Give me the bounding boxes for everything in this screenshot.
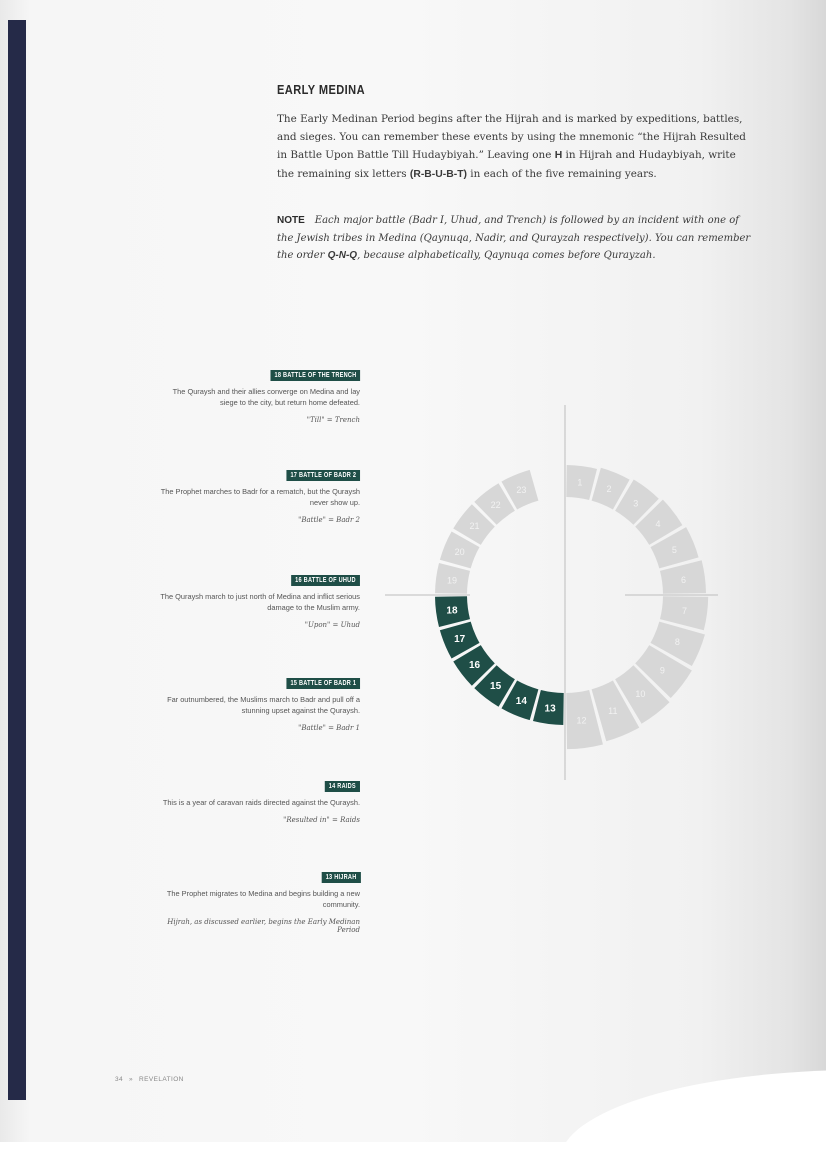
wheel-segment-label: 23 (516, 485, 527, 496)
wheel-segment-label: 3 (633, 498, 639, 509)
note-text-part: Each major battle (Badr I, Uhud, and Trench) is followed by an incident with one of the Jewish tribes in Medina (Qaynuqa, Nadir, and Qurayzah respectively). You can remember the order (277, 215, 751, 261)
wheel-segment-label: 1 (577, 477, 583, 488)
page-footer (115, 1076, 190, 1083)
wheel-segment-label: 21 (469, 521, 480, 532)
intro-text-part: in each of the five remaining years. (467, 168, 657, 180)
footer-separator: » (129, 1076, 134, 1083)
year-tag: 16 BATTLE OF UHUD (291, 575, 360, 586)
year-mnemonic: "Battle" = Badr 2 (298, 516, 360, 524)
year-entry-13 (160, 864, 360, 934)
year-mnemonic: "Resulted in" = Raids (283, 816, 360, 824)
page-curl (560, 1070, 826, 1160)
year-mnemonic: Hijrah, as discussed earlier, begins the Early Medinan Period (167, 918, 360, 934)
intro-paragraph (277, 110, 755, 184)
wheel-segment-label: 4 (655, 519, 661, 530)
wheel-segment-label: 19 (446, 575, 457, 586)
year-entry-18 (160, 362, 360, 424)
wheel-segment-label: 7 (682, 606, 688, 617)
year-description: The Prophet migrates to Medina and begins building a new community. (166, 889, 360, 909)
wheel-segment-label: 8 (674, 637, 680, 648)
note-label: NOTE (277, 215, 305, 226)
wheel-segment-label: 11 (608, 705, 618, 716)
wheel-segment-label: 18 (446, 605, 458, 617)
year-description: The Prophet marches to Badr for a rematch, but the Quraysh never show up. (160, 487, 360, 507)
book-spine (8, 20, 26, 1100)
year-tag: 13 HIJRAH (321, 872, 360, 883)
year-tag: 14 RAIDS (325, 781, 360, 792)
wheel-segment-label: 16 (468, 659, 481, 671)
year-description: Far outnumbered, the Muslims march to Badr and pull off a stunning upset against the Quraysh. (167, 695, 360, 715)
note-paragraph (277, 212, 757, 265)
wheel-segment-label: 10 (635, 688, 646, 699)
year-description: This is a year of caravan raids directed against the Quraysh. (162, 798, 360, 807)
wheel-segment-label: 6 (680, 574, 686, 585)
intro-bold-h: H (554, 150, 563, 161)
year-tag: 17 BATTLE OF BADR 2 (286, 470, 360, 481)
footer-section: REVELATION (139, 1076, 184, 1083)
year-entry-14 (160, 773, 360, 824)
year-mnemonic: "Upon" = Uhud (304, 621, 360, 629)
wheel-segment-label: 20 (454, 546, 465, 557)
year-entry-15 (160, 670, 360, 732)
note-text-part: , because alphabetically, Qaynuqa comes before Qurayzah. (357, 250, 656, 261)
year-description: The Quraysh and their allies converge on Medina and lay siege to the city, but return home defeated. (172, 387, 360, 407)
year-tag: 15 BATTLE OF BADR 1 (286, 678, 360, 689)
wheel-segment-label: 17 (454, 634, 466, 646)
wheel-segments (435, 465, 708, 749)
intro-text-part: in Hijrah and Hudaybiyah, write the remaining six letters (277, 149, 736, 180)
wheel-segment-label: 9 (659, 665, 665, 676)
intro-bold-letters: (R-B-U-B-T) (409, 169, 467, 180)
year-tag: 18 BATTLE OF THE TRENCH (270, 370, 360, 381)
year-description: The Quraysh march to just north of Medina and inflict serious damage to the Muslim army. (160, 592, 360, 612)
wheel-segment-label: 5 (671, 545, 677, 556)
year-entry-17 (160, 462, 360, 524)
year-wheel (380, 400, 720, 790)
year-mnemonic: "Till" = Trench (306, 416, 360, 424)
year-mnemonic: "Battle" = Badr 1 (298, 724, 360, 732)
wheel-segment-label: 2 (606, 484, 612, 495)
section-heading: EARLY MEDINA (277, 82, 366, 97)
intro-text-part: The Early Medinan Period begins after the Hijrah and is marked by expeditions, battles, and sieges. You can remember these events by using the mnemonic “the Hijrah Resulted in Battle Upon Battle Till Hudaybiyah.” Leaving one (277, 113, 746, 161)
wheel-segment-label: 15 (490, 680, 502, 692)
page-number: 34 (115, 1076, 124, 1083)
wheel-segment-label: 22 (490, 500, 501, 511)
year-entry-16 (160, 567, 360, 629)
wheel-segment-label: 13 (544, 703, 556, 715)
wheel-segment-label: 12 (576, 715, 587, 726)
note-bold: Q-N-Q (327, 250, 358, 261)
wheel-segment-label: 14 (515, 695, 527, 707)
